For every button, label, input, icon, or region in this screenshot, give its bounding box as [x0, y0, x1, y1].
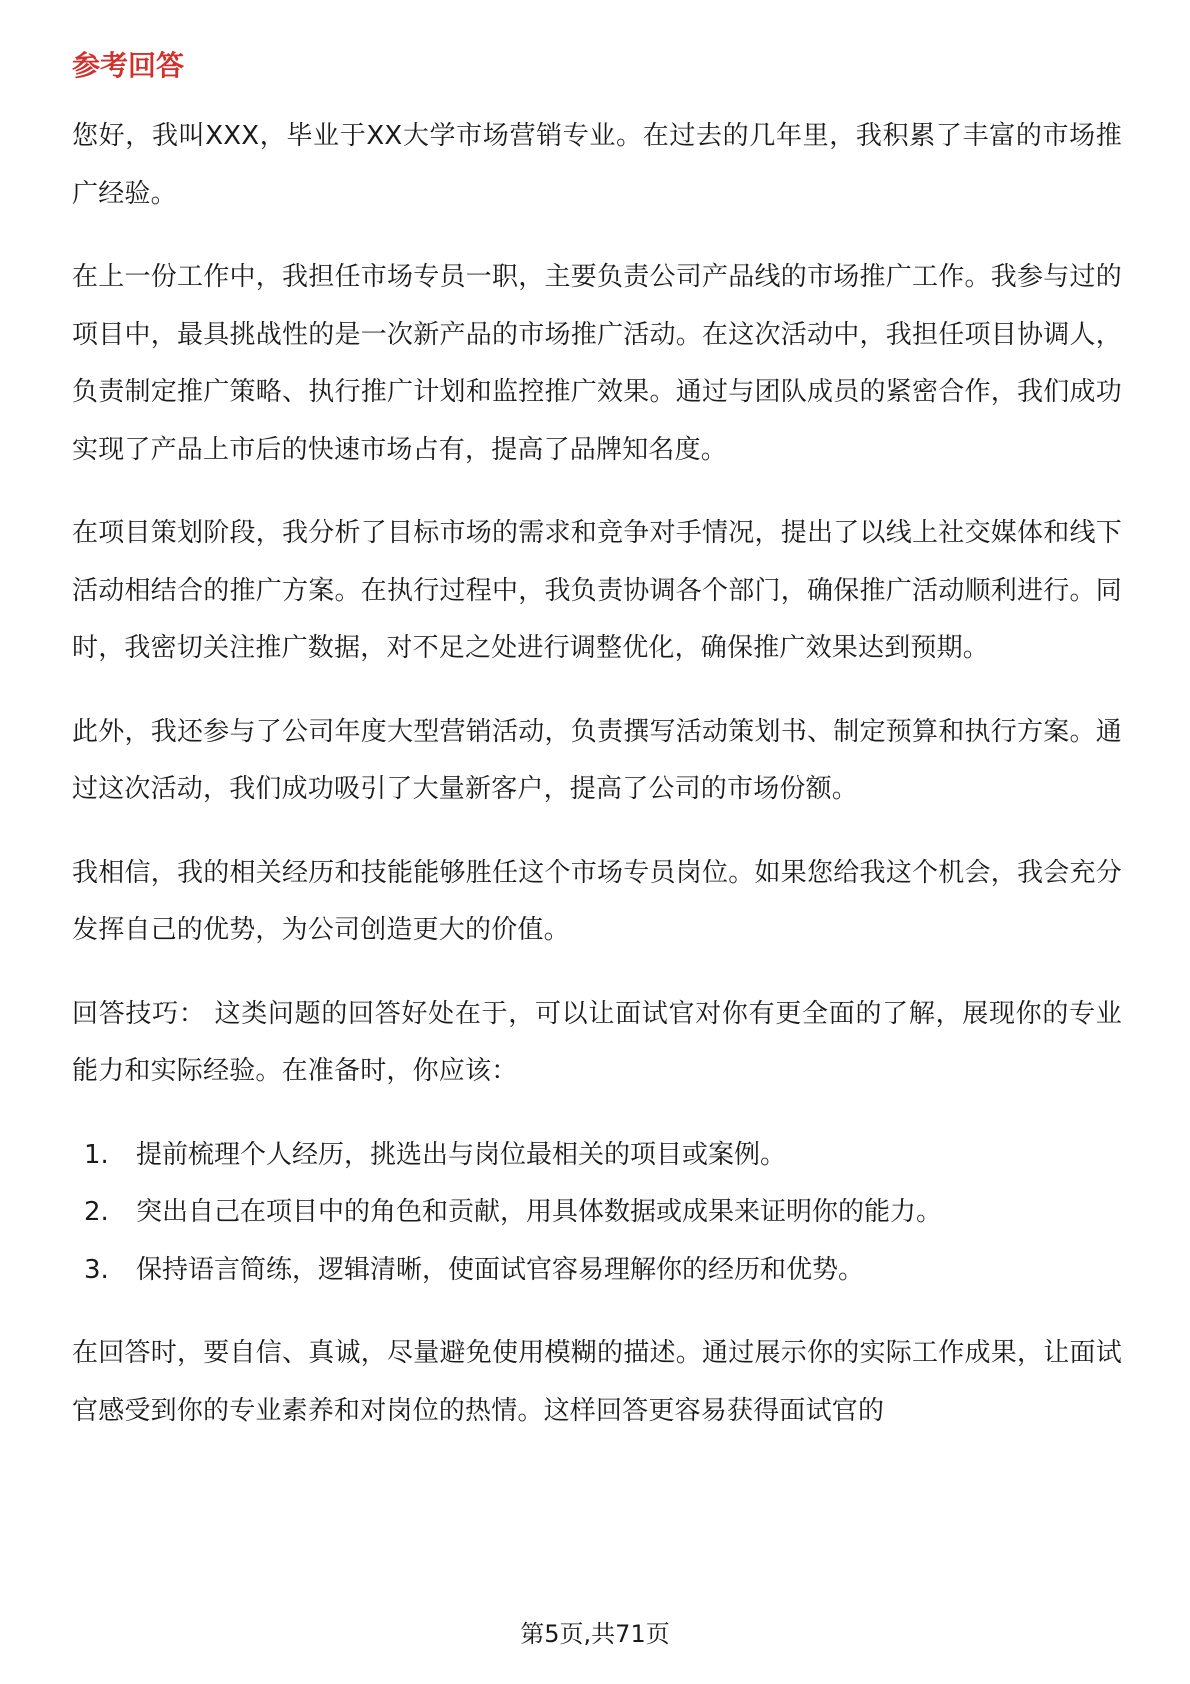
paragraph-conclusion: 我相信，我的相关经历和技能能够胜任这个市场专员岗位。如果您给我这个机会，我会充分发挥自己的优势，为公司创造更大的价值。 [72, 857, 1122, 945]
paragraph-tips-intro: 回答技巧： 这类问题的回答好处在于，可以让面试官对你有更全面的了解，展现你的专业能力和实际经验。在准备时，你应该： [72, 998, 1123, 1086]
list-item-text: 突出自己在项目中的角色和贡献，用具体数据或成果来证明你的能力。 [136, 1197, 943, 1227]
list-item-number: 3. [84, 1254, 109, 1285]
paragraph-annual-campaign: 此外，我还参与了公司年度大型营销活动，负责撰写活动策划书、制定预算和执行方案。通过这次活动，我们成功吸引了大量新客户，提高了公司的市场份额。 [72, 716, 1122, 804]
paragraph-previous-job: 在上一份工作中，我担任市场专员一职，主要负责公司产品线的市场推广工作。我参与过的项目中，最具挑战性的是一次新产品的市场推广活动。在这次活动中，我担任项目协调人，负责制定推广策略、执行推广计划和监控推广效果。通过与团队成员的紧密合作，我们成功实现了产品上市后的快速市场占有，提高了品牌知名度。 [72, 262, 1122, 465]
list-item [72, 1242, 1122, 1300]
list-item-text: 保持语言简练，逻辑清晰，使面试官容易理解你的经历和优势。 [136, 1254, 865, 1285]
section-heading: 参考回答 [72, 49, 185, 82]
paragraph-closing: 在回答时，要自信、真诚，尽量避免使用模糊的描述。通过展示你的实际工作成果，让面试官感受到你的专业素养和对岗位的热情。这样回答更容易获得面试官的 [72, 1338, 1122, 1426]
list-item-text: 提前梳理个人经历，挑选出与岗位最相关的项目或案例。 [136, 1139, 787, 1170]
paragraph-intro: 您好，我叫XXX，毕业于XX大学市场营销专业。在过去的几年里，我积累了丰富的市场推广经验。 [72, 121, 1122, 209]
list-item [72, 1184, 1122, 1242]
list-item [72, 1127, 1122, 1185]
list-item-number: 1. [84, 1139, 109, 1170]
page-number-footer: 第5页,共71页 [520, 1620, 670, 1648]
document-page [72, 46, 1122, 1466]
paragraph-planning: 在项目策划阶段，我分析了目标市场的需求和竞争对手情况，提出了以线上社交媒体和线下活动相结合的推广方案。在执行过程中，我负责协调各个部门，确保推广活动顺利进行。同时，我密切关注推广数据，对不足之处进行调整优化，确保推广效果达到预期。 [72, 518, 1122, 663]
tips-list [72, 1127, 1122, 1300]
list-item-number: 2. [84, 1197, 109, 1227]
